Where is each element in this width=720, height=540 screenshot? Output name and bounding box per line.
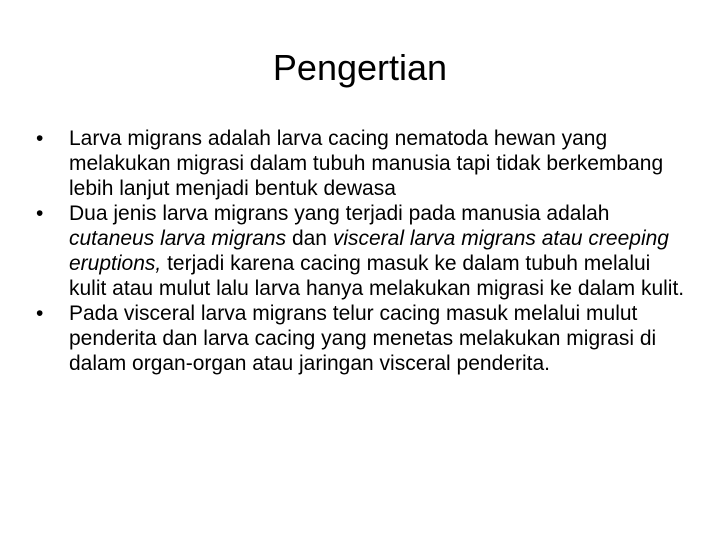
- bullet-text: Dua jenis larva migrans yang terjadi pada manusia adalah: [69, 202, 610, 225]
- bullet-text: Larva migrans adalah larva cacing nematoda hewan yang melakukan migrasi dalam tubuh manusia tapi tidak berkembang lebih lanjut menjadi bentuk dewasa: [69, 127, 664, 200]
- bullet-item-3: [36, 301, 686, 376]
- bullet-item-2: [36, 201, 686, 301]
- bullet-list: [36, 126, 686, 376]
- bullet-text-italic: cutaneus larva migrans: [69, 227, 287, 250]
- bullet-dot-icon: •: [36, 202, 44, 225]
- bullet-dot-icon: •: [36, 302, 44, 325]
- bullet-dot-icon: •: [36, 127, 44, 150]
- bullet-text: terjadi karena cacing masuk ke dalam tubuh melalui kulit atau mulut lalu larva hanya melakukan migrasi ke dalam kulit.: [69, 252, 685, 300]
- slide-title: Pengertian: [272, 47, 448, 88]
- bullet-text: Pada visceral larva migrans telur cacing masuk melalui mulut penderita dan larva cacing yang menetas melakukan migrasi di dalam organ-organ atau jaringan visceral penderita.: [69, 302, 657, 375]
- bullet-text: dan: [286, 227, 333, 250]
- bullet-item-1: [36, 126, 686, 201]
- bullet-text-italic: visceral larva migrans atau creeping eruptions,: [69, 227, 669, 275]
